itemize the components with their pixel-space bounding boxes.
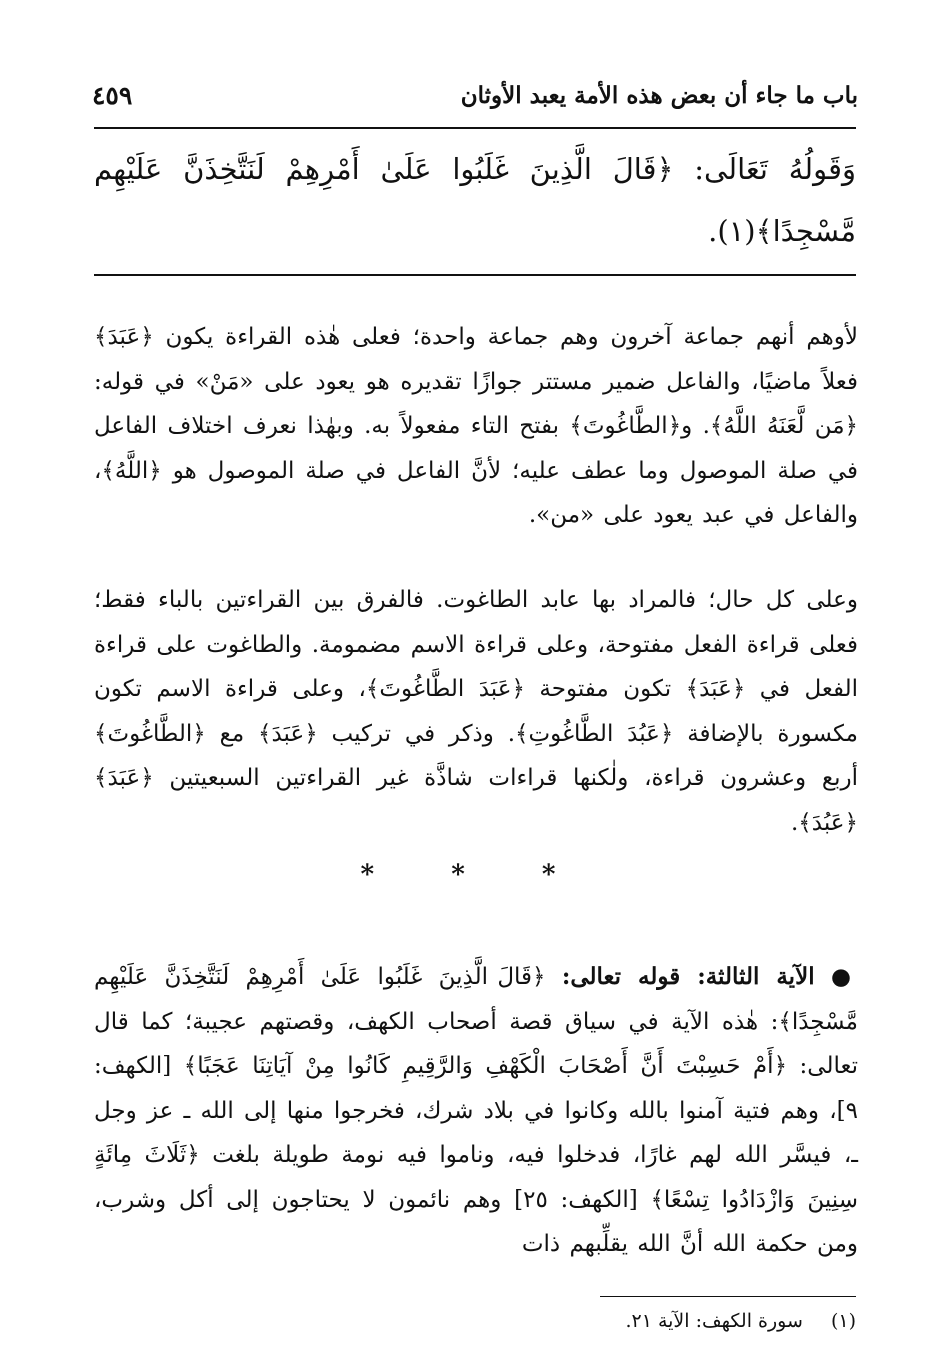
section-separator: * * * [360,860,590,890]
paragraph-3-body: ﴿قَالَ الَّذِينَ غَلَبُوا عَلَىٰ أَمْرِهِمْ لَنَتَّخِذَنَّ عَلَيْهِم مَّسْجِدًا﴾: هٰذه الآية في سياق قصة أصحاب الكهف، وقصتهم عجيبة؛ كما قال تعالى: ﴿أَمْ حَسِبْتَ أَنَّ أَصْحَابَ الْكَهْفِ وَالرَّقِيمِ كَانُوا مِنْ آيَاتِنَا عَجَبًا﴾ [الكهف: ٩]، وهم فتية آمنوا بالله وكانوا في بلاد شرك، فخرجوا منها إلى الله ـ عز وجل ـ، فيسَّر الله لهم غارًا، فدخلوا فيه، وناموا فيه نومة طويلة بلغت ﴿ثَلَاثَ مِائَةٍ سِنِينَ وَازْدَادُوا تِسْعًا﴾ [الكهف: ٢٥] وهم نائمون لا يحتاجون إلى أكل وشرب، ومن حكمة الله أنَّ الله يقلِّبهم ذات [94,964,858,1257]
bullet-icon: ● [830,963,858,990]
commentary-paragraph-3 [94,955,858,1267]
footnote-number: (١) [830,1310,856,1332]
header-rule [94,127,856,129]
footnote [94,1310,856,1332]
footnote-text: سورة الكهف: الآية ٢١. [625,1310,803,1332]
footnote-rule [600,1296,856,1297]
page-number: ٤٥٩ [92,80,133,110]
quranic-verse-block: وَقَولُهُ تَعَالَى: ﴿قَالَ الَّذِينَ غَلَبُوا عَلَىٰ أَمْرِهِمْ لَنَتَّخِذَنَّ عَلَيْهِم مَّسْجِدًا﴾(١). [94,152,856,248]
commentary-paragraph-1: لأوهم أنهم جماعة آخرون وهم جماعة واحدة؛ فعلى هٰذه القراءة يكون ﴿عَبَدَ﴾ فعلاً ماضيًا، والفاعل ضمير مستتر جوازًا تقديره هو يعود على «مَنْ» في قوله: ﴿مَن لَّعَنَهُ اللَّهُ﴾. و﴿الطَّاغُوتَ﴾ بفتح التاء مفعولاً به. وبهٰذا نعرف اختلاف الفاعل في صلة الموصول وما عطف عليه؛ لأنَّ الفاعل في صلة الموصول هو ﴿اللَّهُ﴾، والفاعل في عبد يعود على «من». [94,324,858,528]
running-title: باب ما جاء أن بعض هذه الأمة يعبد الأوثان [460,81,858,109]
commentary-paragraph-2: وعلى كل حال؛ فالمراد بها عابد الطاغوت. فالفرق بين القراءتين بالباء فقط؛ فعلى قراءة الفعل مفتوحة، وعلى قراءة الاسم مضمومة. والطاغوت على قراءة الفعل في ﴿عَبَدَ﴾ تكون مفتوحة ﴿عَبَدَ الطَّاغُوتَ﴾، وعلى قراءة الاسم تكون مكسورة بالإضافة ﴿عَبُدَ الطَّاغُوتِ﴾. وذكر في تركيب ﴿عَبَدَ﴾ مع ﴿الطَّاغُوتَ﴾ أربع وعشرون قراءة، ولٰكنها قراءات شاذَّة غير القراءتين السبعيتين ﴿عَبَدَ﴾ ﴿عَبُدَ﴾. [94,587,859,836]
verse-divider-rule [94,274,856,276]
page-header [92,70,858,120]
section-heading: الآية الثالثة: قوله تعالى: [561,963,815,990]
